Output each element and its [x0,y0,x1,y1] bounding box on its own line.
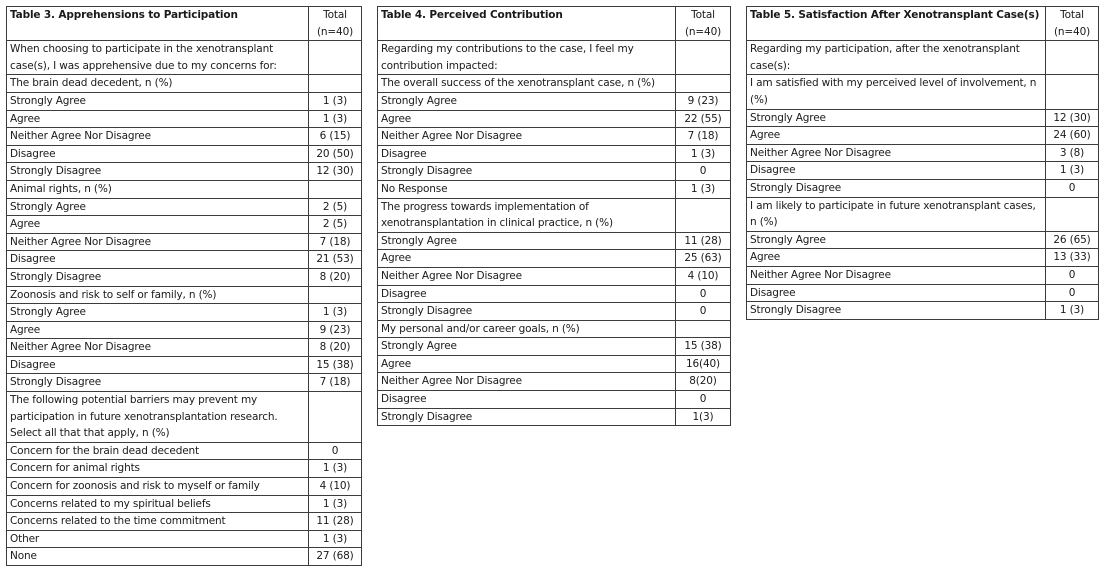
table-row [378,338,731,356]
response-count: 8 (20) [309,339,362,357]
response-count: 0 [676,285,731,303]
response-count [309,75,362,93]
response-count: 1 (3) [676,145,731,163]
table-row [7,321,362,339]
response-count: 0 [309,442,362,460]
table-header-row [378,7,731,41]
response-count: 1 (3) [1046,162,1099,180]
response-count [1046,75,1099,109]
table-row [7,478,362,496]
response-count: 11 (28) [676,232,731,250]
response-count: 1 (3) [309,460,362,478]
section-label: The brain dead decedent, n (%) [7,75,309,93]
response-count: 8 (20) [309,268,362,286]
response-label: Strongly Disagree [378,303,676,321]
response-label: None [7,548,309,566]
response-count: 21 (53) [309,251,362,269]
table-row [378,145,731,163]
section-row [747,197,1099,231]
table-row [378,267,731,285]
table-header-row [747,7,1099,41]
section-label: Regarding my contributions to the case, I feel my contribution impacted: [378,41,676,75]
response-count: 9 (23) [676,92,731,110]
table-row [7,251,362,269]
section-label: The following potential barriers may prevent my participation in future xenotransplantation research. Select all that that apply, n (%) [7,392,309,443]
response-count [1046,197,1099,231]
response-count: 0 [676,163,731,181]
response-count [309,41,362,75]
table-body [747,7,1099,320]
response-count: 1 (3) [1046,302,1099,320]
response-label: Disagree [747,284,1046,302]
response-label: Concerns related to my spiritual beliefs [7,495,309,513]
response-label: Neither Agree Nor Disagree [7,233,309,251]
response-label: Neither Agree Nor Disagree [747,266,1046,284]
response-label: Strongly Agree [747,231,1046,249]
table-row [7,128,362,146]
response-count: 25 (63) [676,250,731,268]
response-label: Concern for the brain dead decedent [7,442,309,460]
section-row [378,75,731,93]
response-count: 1(3) [676,408,731,426]
response-count [676,320,731,338]
response-label: Strongly Disagree [7,374,309,392]
table-row [747,302,1099,320]
response-label: Disagree [7,356,309,374]
response-label: Agree [7,110,309,128]
table-row [7,198,362,216]
section-row [7,75,362,93]
table-perceived-contribution [377,6,731,426]
section-label: My personal and/or career goals, n (%) [378,320,676,338]
table-row [7,163,362,181]
response-label: Disagree [378,391,676,409]
response-count: 9 (23) [309,321,362,339]
response-label: Agree [747,127,1046,145]
section-label: The overall success of the xenotransplant case, n (%) [378,75,676,93]
section-row [7,286,362,304]
section-label: I am satisfied with my perceived level of involvement, n (%) [747,75,1046,109]
response-label: Strongly Agree [7,304,309,322]
response-label: Disagree [378,285,676,303]
response-count: 2 (5) [309,198,362,216]
total-column-header: Total (n=40) [309,7,362,41]
response-label: Neither Agree Nor Disagree [378,373,676,391]
response-count: 11 (28) [309,513,362,531]
table-row [747,284,1099,302]
response-count: 15 (38) [676,338,731,356]
response-count: 8(20) [676,373,731,391]
table-satisfaction [746,6,1099,320]
response-label: Neither Agree Nor Disagree [7,128,309,146]
response-count: 16(40) [676,355,731,373]
response-count: 3 (8) [1046,144,1099,162]
response-count: 13 (33) [1046,249,1099,267]
response-label: Disagree [747,162,1046,180]
section-row [378,320,731,338]
table-row [378,92,731,110]
table-row [7,233,362,251]
response-count: 24 (60) [1046,127,1099,145]
response-count: 7 (18) [309,233,362,251]
response-count: 12 (30) [309,163,362,181]
response-label: Agree [7,216,309,234]
table-row [7,339,362,357]
table-row [378,163,731,181]
response-count [309,180,362,198]
response-label: Strongly Agree [378,92,676,110]
response-label: Disagree [378,145,676,163]
response-count: 20 (50) [309,145,362,163]
response-label: Strongly Disagree [378,408,676,426]
response-label: Disagree [7,145,309,163]
response-count: 26 (65) [1046,231,1099,249]
response-label: Disagree [7,251,309,269]
response-count [676,198,731,232]
section-row [7,180,362,198]
table-row [747,144,1099,162]
table-title: Table 5. Satisfaction After Xenotransplant Case(s) [747,7,1046,41]
table-row [747,231,1099,249]
response-count: 1 (3) [309,304,362,322]
response-label: Strongly Disagree [7,163,309,181]
total-column-header: Total (n=40) [676,7,731,41]
response-label: Strongly Disagree [7,268,309,286]
table-row [7,530,362,548]
response-count: 12 (30) [1046,109,1099,127]
section-label: When choosing to participate in the xenotransplant case(s), I was apprehensive due to my concerns for: [7,41,309,75]
response-label: Neither Agree Nor Disagree [378,128,676,146]
table-apprehensions [6,6,362,566]
response-count: 7 (18) [676,128,731,146]
table-row [7,442,362,460]
table-title: Table 3. Apprehensions to Participation [7,7,309,41]
response-label: Strongly Disagree [747,179,1046,197]
table-body [378,7,731,426]
table-row [7,110,362,128]
response-label: Strongly Agree [7,198,309,216]
total-column-header: Total (n=40) [1046,7,1099,41]
table-title: Table 4. Perceived Contribution [378,7,676,41]
section-label: I am likely to participate in future xenotransplant cases, n (%) [747,197,1046,231]
table-row [378,180,731,198]
table-row [747,266,1099,284]
response-count [309,392,362,443]
response-label: Agree [378,250,676,268]
table-row [7,356,362,374]
table-row [378,391,731,409]
response-count: 1 (3) [309,110,362,128]
table-row [378,355,731,373]
section-row [7,41,362,75]
response-count: 1 (3) [309,92,362,110]
response-count: 4 (10) [676,267,731,285]
response-count: 2 (5) [309,216,362,234]
response-count: 1 (3) [309,530,362,548]
response-count: 0 [1046,266,1099,284]
response-count: 0 [676,303,731,321]
table-header-row [7,7,362,41]
response-count [309,286,362,304]
section-row [378,198,731,232]
table-row [7,548,362,566]
table-row [7,460,362,478]
table-row [378,303,731,321]
section-label: The progress towards implementation of xenotransplantation in clinical practice, n (%) [378,198,676,232]
response-label: Strongly Disagree [747,302,1046,320]
table-row [378,110,731,128]
table-row [7,495,362,513]
table-row [378,408,731,426]
table-row [747,179,1099,197]
table-row [7,92,362,110]
table-row [7,145,362,163]
response-label: Strongly Agree [7,92,309,110]
response-label: Strongly Disagree [378,163,676,181]
response-label: Agree [7,321,309,339]
section-label: Zoonosis and risk to self or family, n (%) [7,286,309,304]
response-label: Strongly Agree [747,109,1046,127]
table-row [747,249,1099,267]
response-label: Concerns related to the time commitment [7,513,309,531]
response-count [1046,41,1099,75]
table-row [378,285,731,303]
response-count: 6 (15) [309,128,362,146]
table-row [378,250,731,268]
response-count [676,41,731,75]
response-count: 1 (3) [309,495,362,513]
response-label: Agree [747,249,1046,267]
response-count [676,75,731,93]
response-count: 27 (68) [309,548,362,566]
table-row [378,232,731,250]
response-label: Neither Agree Nor Disagree [378,267,676,285]
response-count: 15 (38) [309,356,362,374]
table-row [7,268,362,286]
section-row [7,392,362,443]
table-row [747,109,1099,127]
response-count: 0 [1046,284,1099,302]
table-row [7,216,362,234]
response-label: Concern for zoonosis and risk to myself or family [7,478,309,496]
response-label: Neither Agree Nor Disagree [747,144,1046,162]
response-count: 22 (55) [676,110,731,128]
response-label: Strongly Agree [378,232,676,250]
response-count: 0 [676,391,731,409]
table-row [7,513,362,531]
section-label: Animal rights, n (%) [7,180,309,198]
table-body [7,7,362,566]
section-row [378,41,731,75]
response-count: 4 (10) [309,478,362,496]
table-row [747,162,1099,180]
response-label: No Response [378,180,676,198]
table-row [7,374,362,392]
response-count: 1 (3) [676,180,731,198]
section-label: Regarding my participation, after the xenotransplant case(s): [747,41,1046,75]
section-row [747,75,1099,109]
response-label: Concern for animal rights [7,460,309,478]
response-count: 0 [1046,179,1099,197]
response-count: 7 (18) [309,374,362,392]
response-label: Neither Agree Nor Disagree [7,339,309,357]
table-row [747,127,1099,145]
table-row [378,128,731,146]
response-label: Agree [378,355,676,373]
table-row [7,304,362,322]
response-label: Agree [378,110,676,128]
table-row [378,373,731,391]
section-row [747,41,1099,75]
response-label: Strongly Agree [378,338,676,356]
response-label: Other [7,530,309,548]
